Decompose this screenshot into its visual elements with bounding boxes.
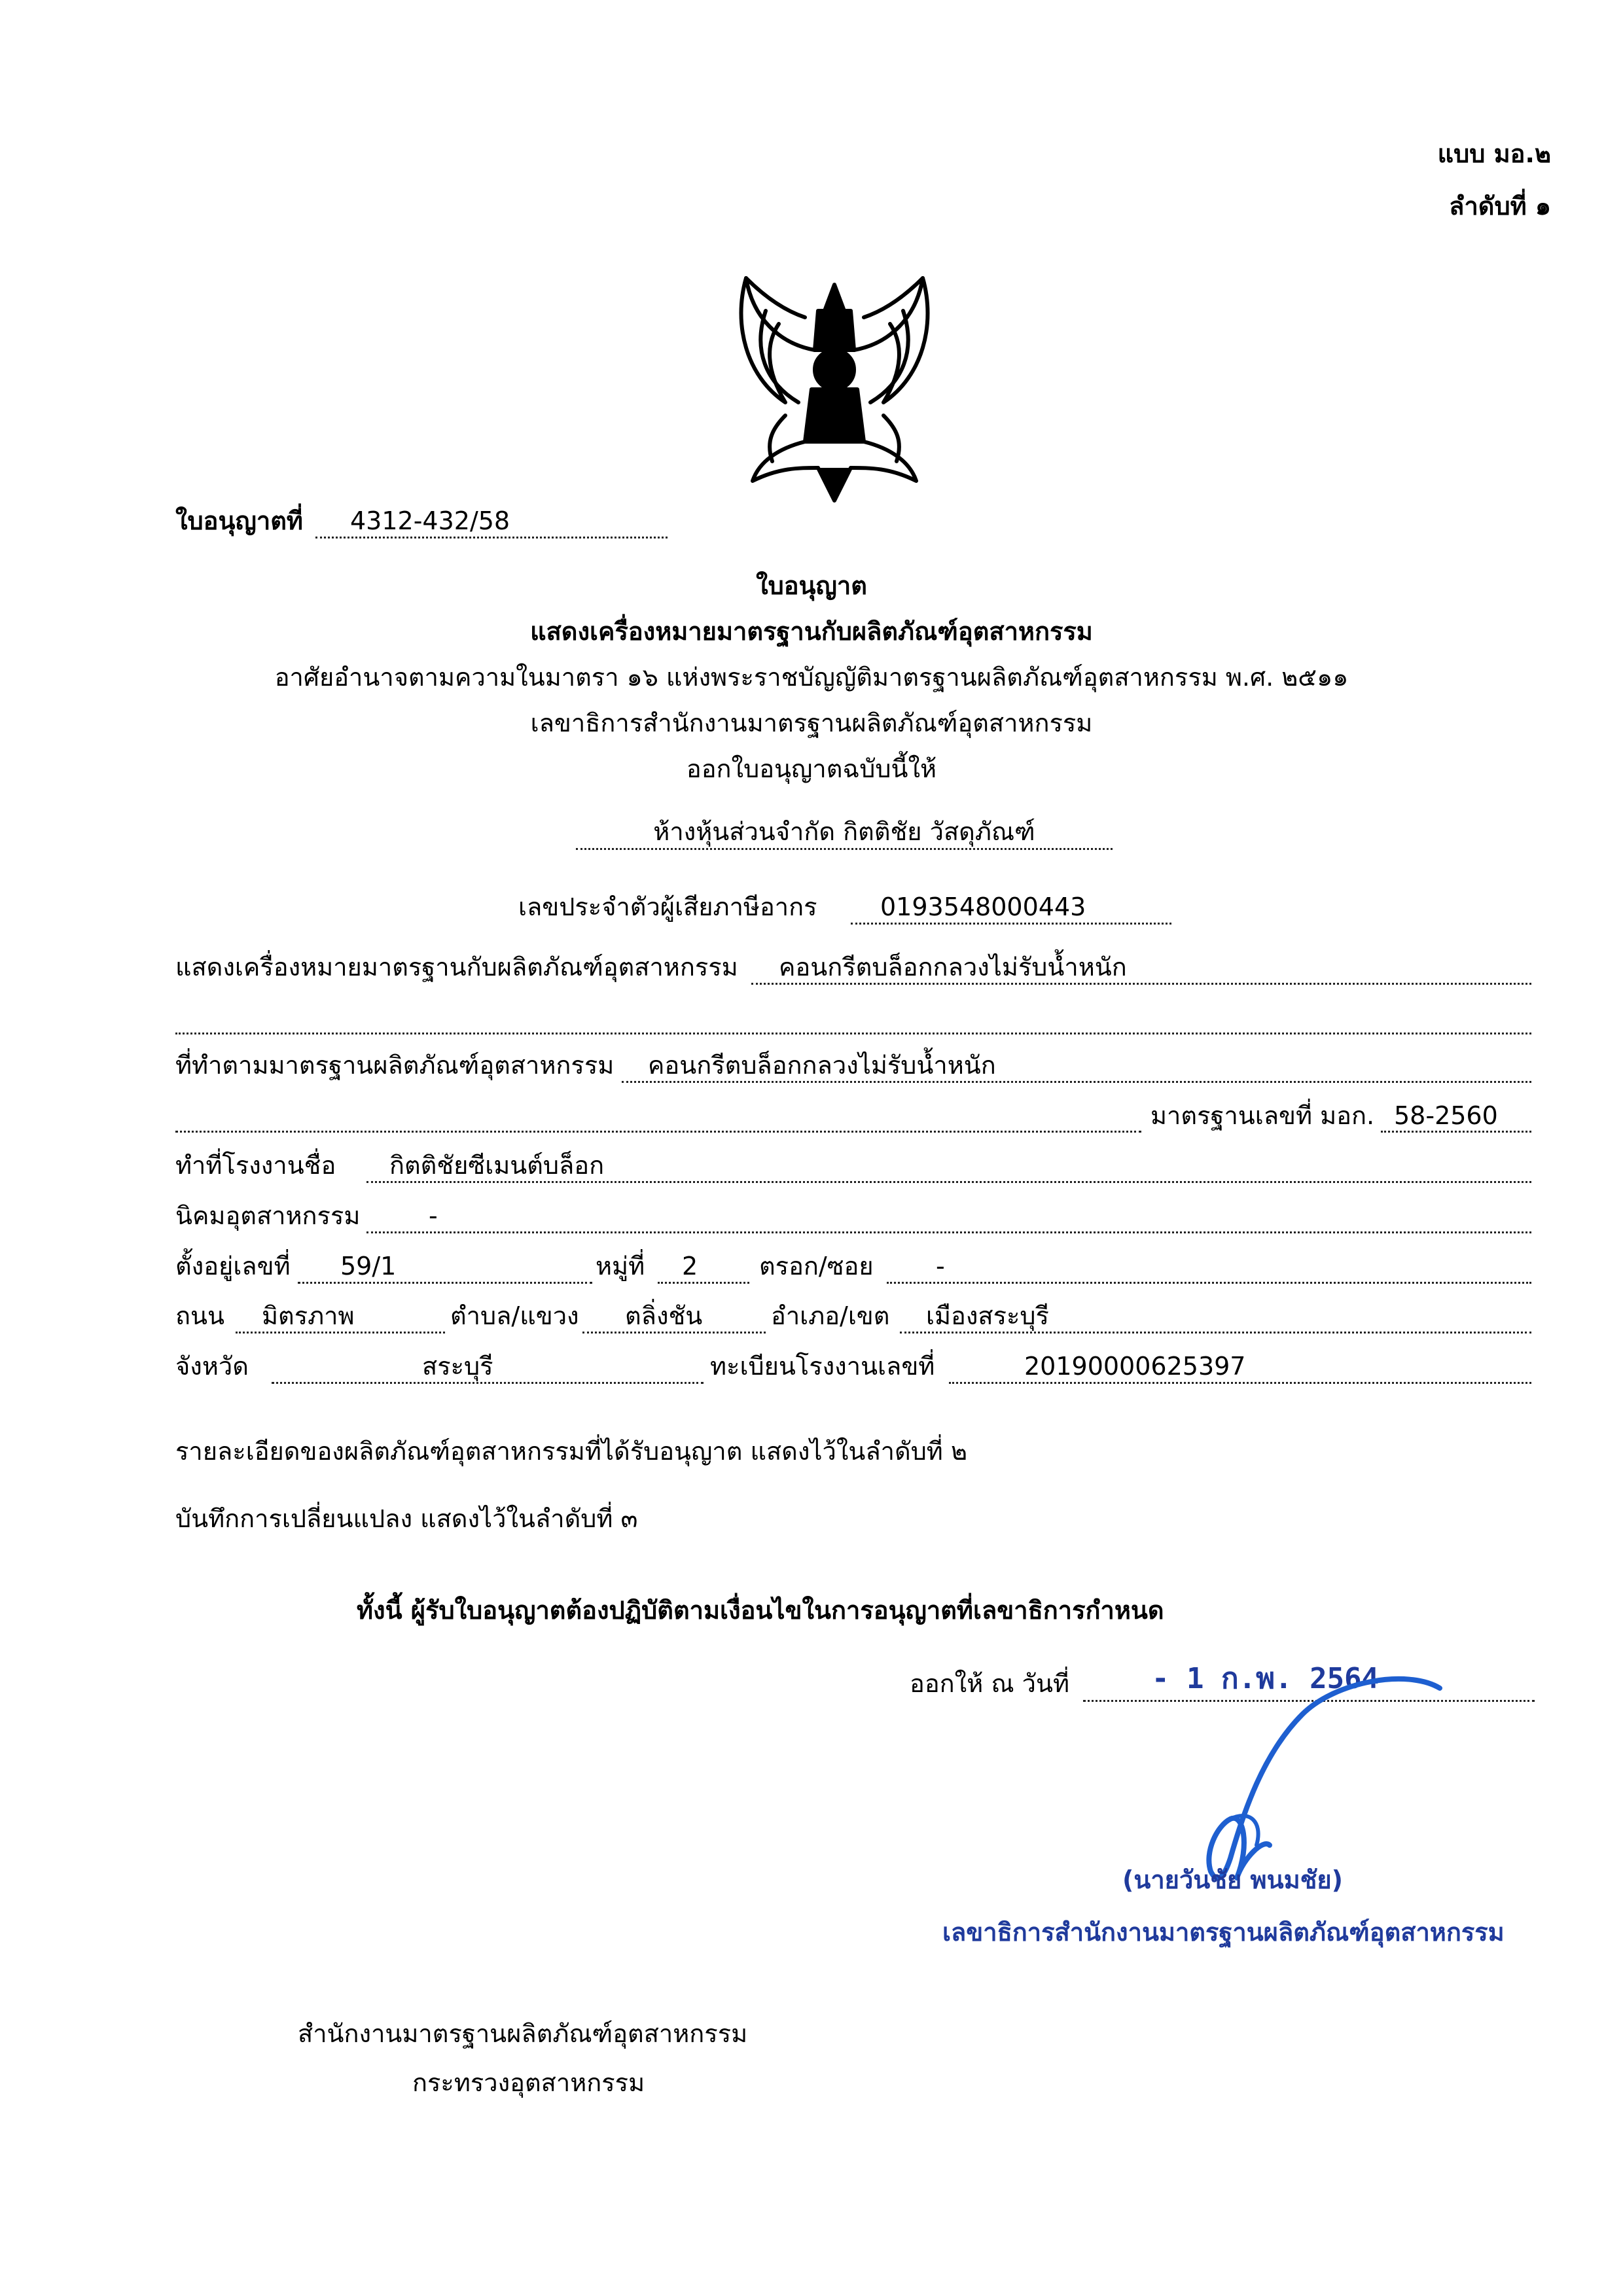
address-no-line: [298, 1282, 592, 1284]
authority-line: อาศัยอำนาจตามความในมาตรา ๑๖ แห่งพระราชบัญญัติมาตรฐานผลิตภัณฑ์อุตสาหกรรม พ.ศ. ๒๕๑๑: [274, 663, 1349, 692]
factory-line: [366, 1181, 1531, 1183]
tax-id-label: เลขประจำตัวผู้เสียภาษีอากร: [518, 892, 817, 921]
address-road-value: มิตรภาพ: [262, 1301, 355, 1330]
address-soi-value: -: [936, 1252, 945, 1280]
garuda-emblem: [726, 272, 942, 507]
mark-product-label: แสดงเครื่องหมายมาตรฐานกับผลิตภัณฑ์อุตสาหกรรม: [175, 953, 738, 981]
changes-note: บันทึกการเปลี่ยนแปลง แสดงไว้ในลำดับที่ ๓: [175, 1504, 638, 1533]
standard-no-value: 58-2560: [1394, 1101, 1498, 1130]
address-tambon-line: [582, 1332, 766, 1333]
tax-id-value: 0193548000443: [880, 892, 1086, 921]
standard-product-line-2: [175, 1131, 1141, 1133]
mark-product-value: คอนกรีตบล็อกกลวงไม่รับน้ำหนัก: [779, 953, 1127, 981]
address-road-line: [236, 1332, 445, 1333]
standard-product-line: [622, 1081, 1531, 1083]
form-order: ลำดับที่ ๑: [1449, 192, 1551, 221]
condition-text: ทั้งนี้ ผู้รับใบอนุญาตต้องปฏิบัติตามเงื่อนไขในการอนุญาตที่เลขาธิการกำหนด: [357, 1596, 1164, 1625]
details-note: รายละเอียดของผลิตภัณฑ์อุตสาหกรรมที่ได้รับอนุญาต แสดงไว้ในลำดับที่ ๒: [175, 1437, 967, 1466]
issuer-line: เลขาธิการสำนักงานมาตรฐานผลิตภัณฑ์อุตสาหกรรม: [530, 709, 1093, 737]
issue-date-label: ออกให้ ณ วันที่: [910, 1669, 1070, 1698]
doc-subtitle: แสดงเครื่องหมายมาตรฐานกับผลิตภัณฑ์อุตสาหกรรม: [530, 617, 1093, 646]
license-no-line: [315, 537, 668, 539]
address-tambon-value: ตลิ่งชัน: [625, 1301, 703, 1330]
licensee-name: ห้างหุ้นส่วนจำกัด กิตติชัย วัสดุภัณฑ์: [653, 817, 1035, 846]
address-no-label: ตั้งอยู่เลขที่: [175, 1252, 291, 1280]
signer-name: (นายวันชัย พนมชัย): [1122, 1865, 1344, 1894]
standard-no-line: [1381, 1131, 1531, 1133]
address-amphoe-value: เมืองสระบุรี: [926, 1301, 1049, 1330]
factory-value: กิตติชัยซีเมนต์บล็อก: [389, 1151, 605, 1180]
address-moo-line: [658, 1282, 749, 1284]
license-no-label: ใบอนุญาตที่: [175, 506, 303, 535]
mark-product-line: [751, 983, 1531, 985]
address-reg-line: [949, 1382, 1531, 1384]
address-soi-label: ตรอก/ซอย: [759, 1252, 874, 1280]
address-province-label: จังหวัด: [175, 1352, 249, 1381]
standard-product-value: คอนกรีตบล็อกกลวงไม่รับน้ำหนัก: [648, 1051, 996, 1080]
address-reg-value: 20190000625397: [1024, 1352, 1246, 1381]
address-amphoe-label: อำเภอ/เขต: [771, 1301, 890, 1330]
estate-value: -: [429, 1201, 438, 1230]
address-no-value: 59/1: [340, 1252, 397, 1280]
address-reg-label: ทะเบียนโรงงานเลขที่: [710, 1352, 935, 1381]
standard-product-label: ที่ทำตามมาตรฐานผลิตภัณฑ์อุตสาหกรรม: [175, 1051, 615, 1080]
address-province-line: [272, 1382, 704, 1384]
address-moo-value: 2: [682, 1252, 698, 1280]
address-moo-label: หมู่ที่: [596, 1252, 645, 1280]
estate-label: นิคมอุตสาหกรรม: [175, 1201, 361, 1230]
estate-line: [366, 1231, 1531, 1233]
mark-product-line-2: [175, 1033, 1531, 1034]
standard-no-label: มาตรฐานเลขที่ มอก.: [1150, 1101, 1375, 1130]
address-amphoe-line: [900, 1332, 1531, 1333]
licensee-line: [576, 848, 1113, 850]
address-tambon-label: ตำบล/แขวง: [450, 1301, 579, 1330]
doc-title: ใบอนุญาต: [756, 571, 867, 600]
address-province-value: สระบุรี: [422, 1352, 493, 1381]
tax-id-line: [851, 923, 1171, 925]
issue-to-line: ออกใบอนุญาตฉบับนี้ให้: [686, 754, 937, 783]
signature: [1191, 1662, 1466, 1898]
form-code: แบบ มอ.๒: [1437, 139, 1551, 168]
address-road-label: ถนน: [175, 1301, 224, 1330]
address-soi-line: [887, 1282, 1531, 1284]
factory-label: ทำที่โรงงานชื่อ: [175, 1151, 336, 1180]
license-no-value: 4312-432/58: [350, 506, 510, 535]
office-line-2: กระทรวงอุตสาหกรรม: [412, 2068, 645, 2097]
issue-date-stamp: - 1 ก.พ. 2564: [1152, 1662, 1380, 1695]
signer-position: เลขาธิการสำนักงานมาตรฐานผลิตภัณฑ์อุตสาหกรรม: [942, 1918, 1505, 1947]
office-line-1: สำนักงานมาตรฐานผลิตภัณฑ์อุตสาหกรรม: [298, 2019, 748, 2048]
